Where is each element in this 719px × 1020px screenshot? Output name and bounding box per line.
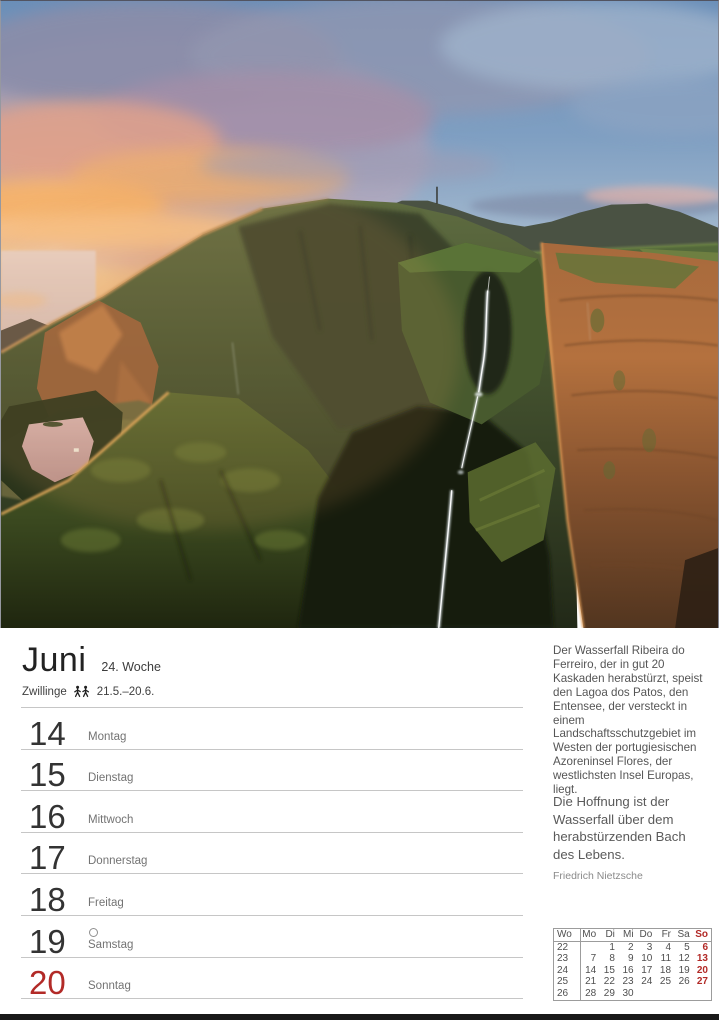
mini-cal-header-cell: Mo [581, 929, 600, 942]
mini-cal-day-cell: 7 [590, 953, 597, 965]
day-weekday-block [88, 814, 133, 832]
mini-cal-day-cell: 11 [660, 953, 672, 965]
mini-cal-header [554, 929, 712, 942]
mini-cal-day-cell: 20 [696, 964, 708, 976]
day-weekday: Samstag [88, 938, 134, 951]
calendar-lower-section [0, 628, 719, 1014]
day-weekday: Sonntag [88, 980, 131, 993]
day-number: 15 [29, 756, 66, 794]
mini-cal-day-cell: 30 [622, 987, 634, 999]
mini-cal-week-number: 25 [554, 976, 581, 988]
mini-cal-day-cell: 16 [622, 964, 634, 976]
quote-text: Die Hoffnung ist der Wasserfall über dem herabstürzenden Bach des Lebens. [553, 794, 686, 862]
mini-cal-day-cell: 17 [641, 964, 653, 976]
mini-cal-header-cell: Do [637, 929, 656, 942]
week-panel [21, 628, 523, 1014]
day-weekday: Freitag [88, 896, 124, 909]
mini-cal-day-cell [581, 941, 600, 953]
mini-cal-week-row [554, 953, 712, 965]
mini-cal-header-cell: So [693, 929, 712, 942]
mini-cal-week-number: 26 [554, 988, 581, 1000]
mini-cal-header-cell: Fr [655, 929, 674, 942]
mini-cal-day-cell: 22 [603, 976, 615, 988]
day-row [21, 791, 523, 833]
mini-cal-day-cell: 14 [585, 964, 597, 976]
title-row [22, 641, 161, 680]
mini-cal-day-cell: 25 [659, 976, 672, 988]
mini-cal-day-cell [693, 988, 712, 1000]
quote-block [553, 793, 693, 882]
month-overview-calendar [553, 928, 712, 1001]
day-number: 16 [29, 797, 66, 835]
mini-cal-week-col-header: Wo [554, 929, 581, 942]
day-row [21, 916, 523, 958]
page-bottom-edge [0, 1014, 719, 1020]
mini-cal-day-cell: 4 [665, 941, 672, 953]
day-weekday: Donnerstag [88, 855, 148, 868]
mini-cal-week-row [554, 988, 712, 1000]
mini-cal-day-cell: 26 [678, 976, 690, 988]
mini-cal-day-cell [655, 988, 674, 1000]
mini-cal-day-cell: 15 [603, 964, 615, 976]
day-weekday-block [88, 731, 126, 749]
day-row [21, 750, 523, 792]
day-number: 14 [29, 714, 66, 752]
mini-cal-header-cell: Di [599, 929, 618, 942]
mini-cal-day-cell: 18 [659, 964, 672, 976]
info-panel [553, 628, 713, 1014]
mini-cal-day-cell: 3 [646, 941, 653, 953]
mini-cal-day-cell: 9 [628, 953, 634, 965]
mini-cal-day-cell [637, 988, 656, 1000]
mini-cal-day-cell: 27 [696, 976, 708, 988]
mini-cal-day-cell: 8 [609, 953, 615, 965]
mini-cal-day-cell: 23 [622, 976, 634, 988]
day-number: 17 [29, 839, 66, 877]
mini-cal-header-cell: Sa [674, 929, 693, 942]
day-row [21, 833, 523, 875]
gemini-twins-icon [73, 685, 91, 698]
day-weekday: Dienstag [88, 772, 134, 785]
mini-cal-week-row [554, 965, 712, 977]
day-number: 20 [29, 964, 66, 1002]
day-row [21, 958, 523, 1000]
mini-cal-day-cell: 10 [641, 953, 653, 965]
mini-cal-week-number: 23 [554, 953, 581, 965]
day-number: 18 [29, 880, 66, 918]
full-moon-icon [89, 928, 98, 937]
mini-cal-day-cell: 19 [678, 964, 690, 976]
mini-cal-day-cell: 1 [609, 941, 615, 953]
mini-cal-day-cell: 5 [684, 941, 690, 953]
mini-cal-week-row [554, 976, 712, 988]
zodiac-row [22, 685, 154, 698]
azores-waterfall-artwork [1, 1, 718, 628]
day-weekday-block [88, 980, 131, 998]
day-row [21, 874, 523, 916]
week-label: 24. Woche [101, 660, 161, 674]
zodiac-dates: 21.5.–20.6. [96, 685, 155, 698]
mini-cal-header-row [554, 929, 712, 942]
photo-caption-text: Der Wasserfall Ribeira do Ferreiro, der in gut 20 Kaskaden herabstürzt, speist den Lagoa dos Patos, den Entensee, der versteckt in einem Landschaftsschutzgebiet im Westen der portugiesischen Azoreninsel Flores, der westlichsten Insel Europas, liegt. [553, 644, 703, 797]
day-number: 19 [29, 922, 66, 960]
quote-author: Friedrich Nietzsche [553, 870, 643, 882]
day-weekday: Mittwoch [88, 813, 134, 826]
mini-cal-week-number: 24 [554, 965, 581, 977]
mini-cal-week-number: 22 [554, 941, 581, 953]
mini-cal-day-cell: 28 [585, 987, 597, 999]
mini-cal-day-cell [674, 988, 693, 1000]
day-list [21, 707, 523, 1002]
mini-cal-day-cell: 6 [702, 941, 708, 953]
mini-cal-header-cell: Mi [618, 929, 637, 942]
day-weekday: Montag [88, 730, 127, 743]
day-weekday-block [88, 897, 124, 915]
mini-cal-day-cell: 13 [696, 953, 708, 965]
day-weekday-block [88, 772, 133, 790]
mini-cal-day-cell: 24 [641, 976, 653, 988]
mini-cal-day-cell: 2 [628, 941, 634, 953]
mini-cal-day-cell: 12 [678, 953, 690, 965]
month-title: Juni [22, 641, 87, 679]
day-weekday-block [88, 855, 147, 873]
zodiac-label: Zwillinge [22, 685, 67, 698]
mini-cal-body [554, 941, 712, 1000]
mini-cal-day-cell: 29 [603, 987, 615, 999]
mini-cal-day-cell: 21 [585, 976, 597, 988]
mini-cal-week-row [554, 941, 712, 953]
day-weekday-block [88, 928, 133, 957]
day-row [21, 708, 523, 750]
